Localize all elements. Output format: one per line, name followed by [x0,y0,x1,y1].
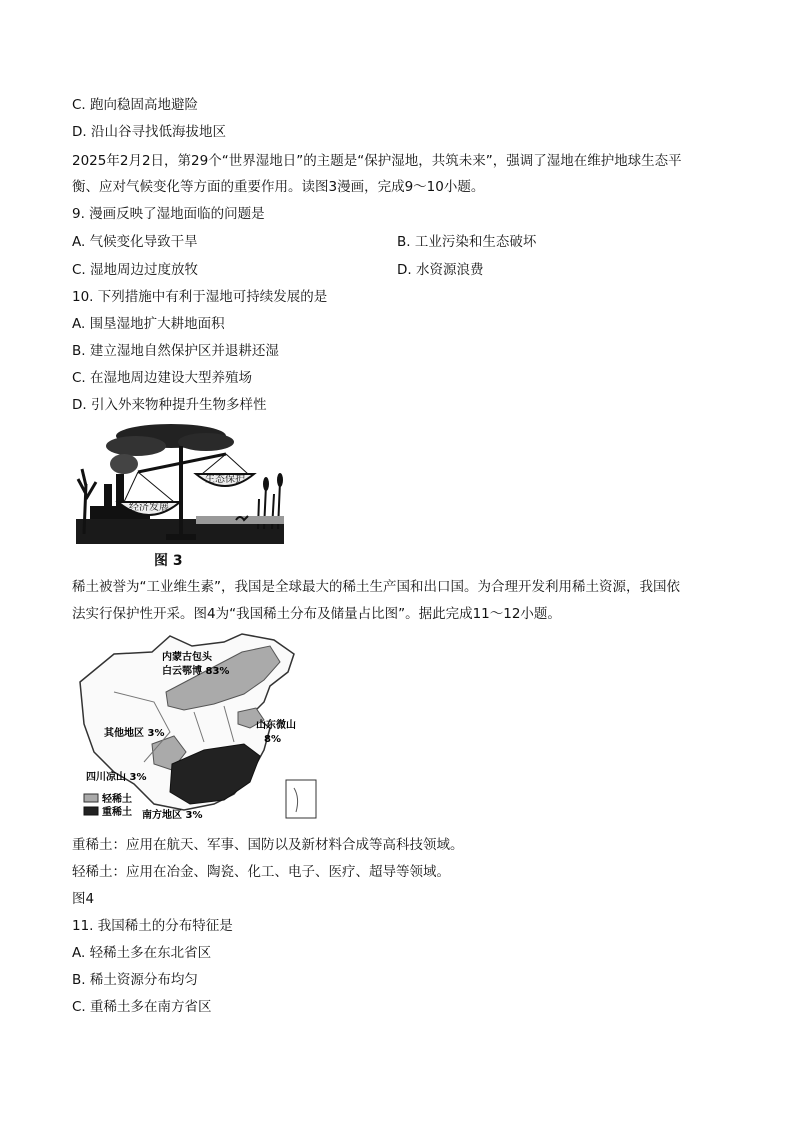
question-11-option-c: C. 重稀土多在南方省区 [72,999,212,1015]
question-10-option-c: C. 在湿地周边建设大型养殖场 [72,370,253,386]
question-10-option-b: B. 建立湿地自然保护区并退耕还湿 [72,343,279,359]
question-9-option-d: D. 水资源浪费 [397,262,484,278]
label-shandong-1: 山东微山 [256,720,296,731]
intro-wetland-line2: 衡、应对气候变化等方面的重要作用。读图3漫画，完成9～10小题。 [72,179,485,195]
figure-4-label: 图4 [72,891,95,907]
label-south: 南方地区 3% [142,810,203,821]
intro-rare-earth-line2: 法实行保护性开采。图4为“我国稀土分布及储量占比图”。据此完成11～12小题。 [72,606,561,622]
legend-light-swatch [84,794,98,802]
legend-heavy-swatch [84,807,98,815]
label-inner-mongolia-1: 内蒙古包头 [162,652,212,663]
note-heavy-rare-earth: 重稀土：应用在航天、军事、国防以及新材料合成等高科技领域。 [72,837,464,853]
label-shandong-2: 8% [264,734,281,745]
question-9-option-b: B. 工业污染和生态破坏 [397,234,537,250]
legend-heavy-label: 重稀土 [102,807,132,818]
question-10-option-a: A. 围垦湿地扩大耕地面积 [72,316,225,332]
question-9-stem: 9. 漫画反映了湿地面临的问题是 [72,206,265,222]
option-c-prev: C. 跑向稳固高地避险 [72,97,199,113]
label-other-regions: 其他地区 3% [104,728,165,739]
question-10-stem: 10. 下列措施中有利于湿地可持续发展的是 [72,289,328,305]
figure-3-caption: 图 3 [154,553,183,569]
figure-4-map [74,632,324,824]
question-9-option-a: A. 气候变化导致干旱 [72,234,198,250]
intro-rare-earth-line1: 稀土被誉为“工业维生素”，我国是全球最大的稀土生产国和出口国。为合理开发利用稀土资源，我国依 [72,579,680,595]
figure-3-cartoon [76,424,284,544]
question-10-option-d: D. 引入外来物种提升生物多样性 [72,397,267,413]
right-pan-label: 生态保护 [205,474,245,485]
question-9-option-c: C. 湿地周边过度放牧 [72,262,199,278]
question-11-stem: 11. 我国稀土的分布特征是 [72,918,233,934]
option-d-prev: D. 沿山谷寻找低海拔地区 [72,124,226,140]
note-light-rare-earth: 轻稀土：应用在冶金、陶瓷、化工、电子、医疗、超导等领域。 [72,864,450,880]
label-sichuan: 四川凉山 3% [86,772,147,783]
question-11-option-a: A. 轻稀土多在东北省区 [72,945,212,961]
left-pan-label: 经济发展 [129,502,169,513]
label-inner-mongolia-2: 白云鄂博 83% [162,666,230,677]
legend-light-label: 轻稀土 [102,794,132,805]
intro-wetland-line1: 2025年2月2日，第29个“世界湿地日”的主题是“保护湿地，共筑未来”，强调了湿地在维护地球生态平 [72,153,682,169]
question-11-option-b: B. 稀土资源分布均匀 [72,972,198,988]
